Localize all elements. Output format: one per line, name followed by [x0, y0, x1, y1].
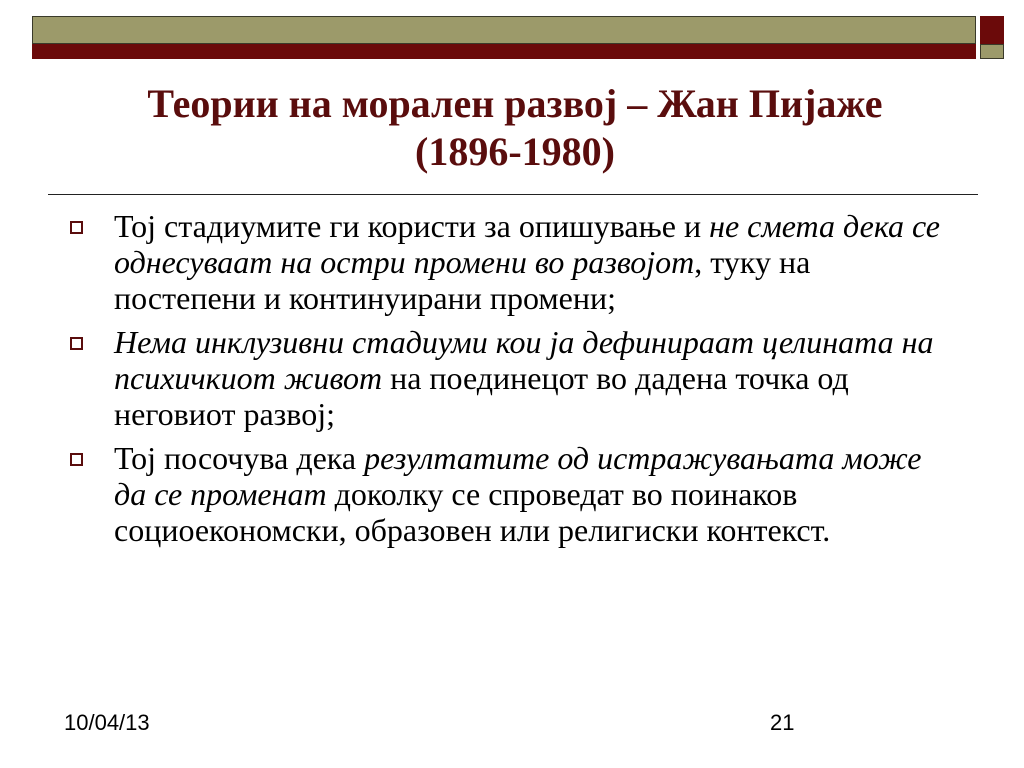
- bullet-text: Тој посочува дека: [114, 440, 365, 476]
- bullet-list: [60, 208, 960, 556]
- title-divider: [48, 194, 978, 195]
- title-line-2: (1896-1980): [415, 129, 615, 174]
- slide-title: [60, 80, 970, 176]
- bullet-text-italic: Нема инклузивни стадиуми кои ја дефинираат целината на психичкиот живот: [114, 324, 934, 396]
- header-square-olive: [980, 44, 1004, 59]
- title-line-1: Теории на морален развој – Жан Пијаже: [147, 81, 883, 126]
- footer-date: 10/04/13: [64, 710, 150, 735]
- footer-page-number: 21: [770, 710, 795, 735]
- header-band-olive: [32, 16, 976, 44]
- hollow-square-icon: [70, 337, 83, 350]
- bullet-text: доколку се спроведат во поинаков социоекономски, образовен или религиски контекст.: [114, 476, 831, 548]
- header-band-maroon: [32, 44, 976, 59]
- bullet-text-italic: не смета дека се однесуваат на остри промени во развојот: [114, 208, 940, 280]
- bullet-item: [60, 324, 960, 432]
- bullet-item: [60, 208, 960, 316]
- bullet-text: , туку на постепени и континуирани промени;: [114, 244, 811, 316]
- bullet-text: Тој стадиумите ги користи за опишување и: [114, 208, 710, 244]
- bullet-item: [60, 440, 960, 548]
- bullet-text: на поединецот во дадена точка од неговиот развој;: [114, 360, 849, 432]
- hollow-square-icon: [70, 453, 83, 466]
- bullet-text-italic: резултатите од истражувањата може да се променат: [114, 440, 922, 512]
- header-square-maroon: [980, 16, 1004, 44]
- hollow-square-icon: [70, 221, 83, 234]
